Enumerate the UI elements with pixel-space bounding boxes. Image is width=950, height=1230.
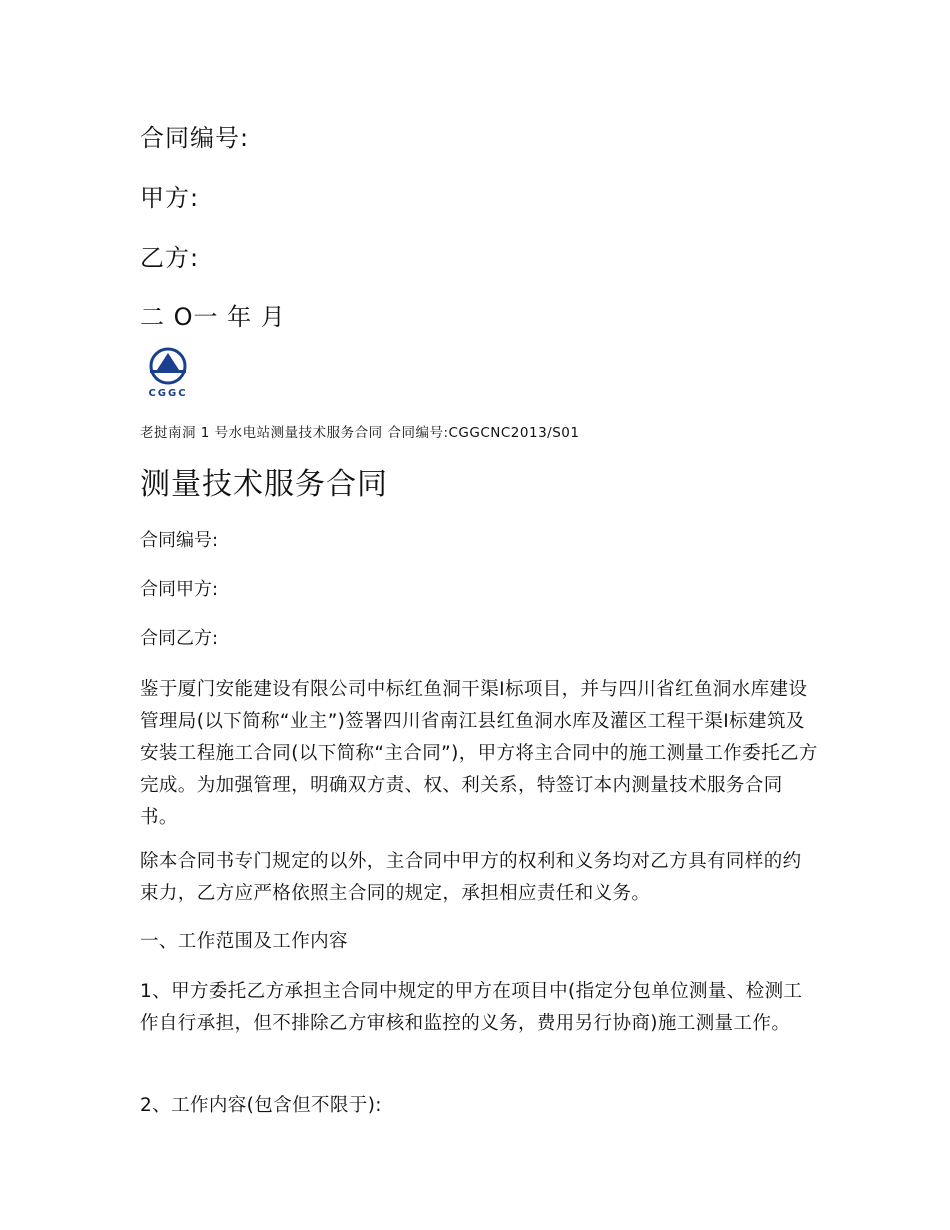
running-header: 老挝南洞 1 号水电站测量技术服务合同 合同编号:CGGCNC2013/S01 [140, 425, 580, 441]
cover-party-a-label: 甲方: [140, 184, 200, 212]
cover-contract-no-label: 合同编号: [140, 124, 250, 152]
party-b-label: 合同乙方: [140, 628, 219, 649]
cover-date-line: 二 O一 年 月 [140, 303, 286, 331]
paragraph-obligations: 除本合同书专门规定的以外，主合同中甲方的权利和义务均对乙方具有同样的约束力，乙方应严格依照主合同的规定，承担相应责任和义务。 [140, 851, 802, 904]
contract-no-label: 合同编号: [140, 530, 219, 551]
logo-text: CGGC [148, 388, 188, 398]
cggc-logo [140, 346, 196, 398]
party-a-label: 合同甲方: [140, 579, 219, 600]
section-heading-scope: 一、工作范围及工作内容 [140, 931, 348, 952]
clause-1: 1、甲方委托乙方承担主合同中规定的甲方在项目中(指定分包单位测量、检测工作自行承担，但不排除乙方审核和监控的义务，费用另行协商)施工测量工作。 [140, 981, 803, 1034]
paragraph-background: 鉴于厦门安能建设有限公司中标红鱼洞干渠Ⅰ标项目，并与四川省红鱼洞水库建设管理局(以下简称“业主”)签署四川省南江县红鱼洞水库及灌区工程干渠Ⅰ标建筑及安装工程施工合同(以下简称“主合同”)，甲方将主合同中的施工测量工作委托乙方完成。为加强管理，明确双方责、权、利关系，特签订本内测量技术服务合同书。 [140, 679, 818, 828]
cover-party-b-label: 乙方: [140, 244, 200, 272]
document-title: 测量技术服务合同 [140, 467, 388, 502]
clause-2: 2、工作内容(包含但不限于): [140, 1095, 382, 1116]
